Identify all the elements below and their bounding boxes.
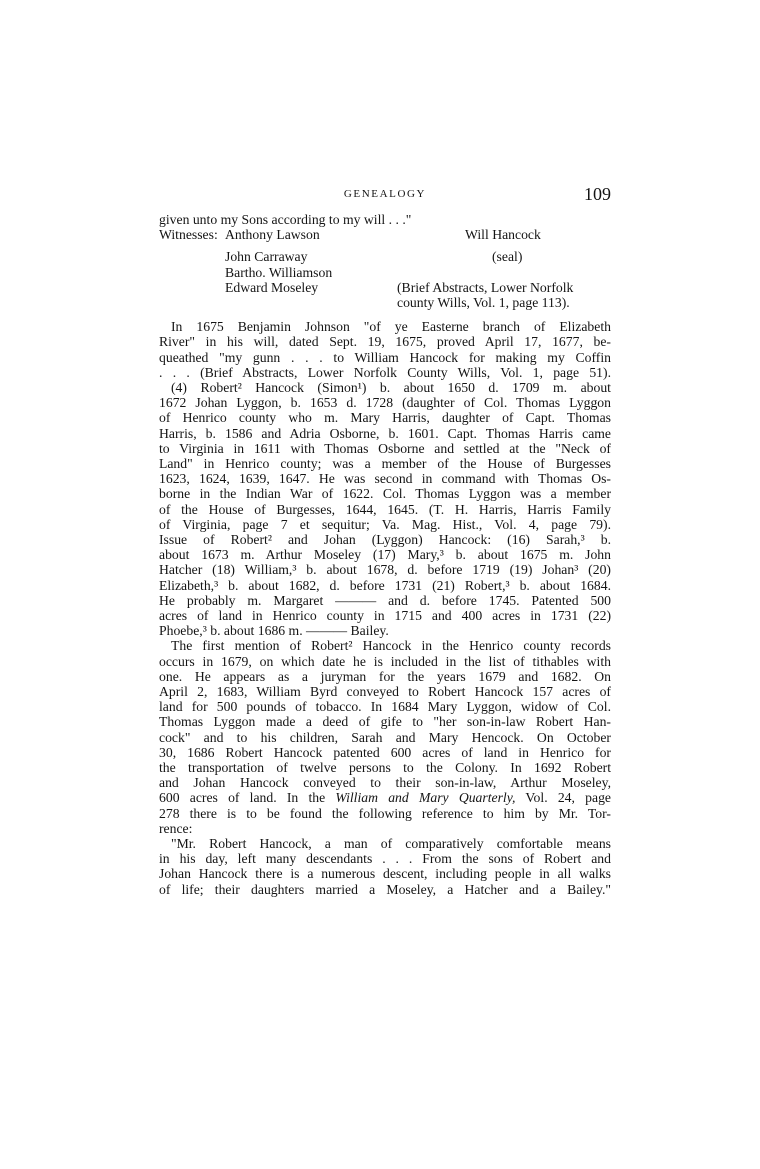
witnesses-label: Witnesses:: [159, 227, 218, 243]
will-line: given unto my Sons according to my will . . .": [159, 212, 412, 227]
text-line: queathed "my gunn . . . to William Hancock for making my Coffin: [159, 349, 611, 365]
witness-name: Edward Moseley: [225, 279, 319, 295]
text-line: April 2, 1683, William Byrd conveyed to Robert Hancock 157 acres of: [159, 684, 611, 700]
witness-name: John Carraway: [225, 249, 308, 265]
will-citation: county Wills, Vol. 1, page 113).: [397, 294, 570, 310]
text-line: of the House of Burgesses, 1644, 1645. (T. H. Harris, Harris Family: [159, 501, 611, 517]
testator-name: Will Hancock: [465, 227, 541, 243]
text-line: Land" in Henrico county; was a member of the House of Burgesses: [159, 455, 611, 471]
seal-mark: (seal): [492, 249, 523, 265]
witness-row-5: [159, 295, 611, 310]
text-line: rence:: [159, 820, 193, 836]
quotation-torrence: [159, 836, 611, 897]
text-line: The first mention of Robert² Hancock in the Henrico county records: [171, 638, 611, 654]
text-line: Hatcher (18) William,³ b. about 1678, d. before 1719 (19) Johan³ (20): [159, 562, 611, 578]
text-line: occurs in 1679, on which date he is included in the list of tithables with: [159, 653, 611, 669]
text-line: He probably m. Margaret ——— and d. before 1745. Patented 500: [159, 592, 611, 608]
text-line: of Virginia, page 7 et sequitur; Va. Mag. Hist., Vol. 4, page 79).: [159, 516, 611, 532]
will-citation: (Brief Abstracts, Lower Norfolk: [397, 279, 574, 295]
quote-line: "Mr. Robert Hancock, a man of comparatively comfortable means: [171, 836, 611, 852]
text-line: acres of land in Henrico county in 1715 and 400 acres in 1731 (22): [159, 608, 611, 623]
text-line: 278 there is to be found the following reference to him by Mr. Tor-: [159, 805, 611, 821]
text-line: land for 500 pounds of tobacco. In 1684 Mary Lyggon, widow of Col.: [159, 699, 611, 715]
will-block: [159, 212, 611, 310]
running-head: GENEALOGY: [343, 188, 427, 200]
text-line: the transportation of twelve persons to the Colony. In 1692 Robert: [159, 760, 611, 776]
paragraph-robert-hancock: [159, 380, 611, 638]
text-line: In 1675 Benjamin Johnson "of ye Easterne branch of Elizabeth: [171, 319, 611, 335]
text-line: 30, 1686 Robert Hancock patented 600 acres of land in Henrico for: [159, 744, 611, 760]
witness-name: Anthony Lawson: [225, 227, 320, 243]
text-line: 1672 Johan Lyggon, b. 1653 d. 1728 (daughter of Col. Thomas Lyggon: [159, 395, 611, 411]
text-line: River" in his will, dated Sept. 19, 1675, proved April 17, 1677, be-: [159, 334, 611, 350]
text-line: Thomas Lyggon made a deed of gife to "her son-in-law Robert Han-: [159, 714, 611, 730]
text-line: Harris, b. 1586 and Adria Osborne, b. 1601. Capt. Thomas Harris came: [159, 425, 611, 441]
text-line: (4) Robert² Hancock (Simon¹) b. about 1650 d. 1709 m. about: [171, 379, 611, 395]
page-header: [159, 186, 611, 212]
text-line: and Johan Hancock conveyed to their son-in-law, Arthur Moseley,: [159, 775, 611, 791]
journal-title: William and Mary Quarterly,: [335, 790, 516, 806]
text-line: [159, 790, 611, 805]
text-line: Elizabeth,³ b. about 1682, d. before 1731 (21) Robert,³ b. about 1684.: [159, 577, 611, 593]
witness-name: Bartho. Williamson: [225, 264, 333, 280]
text-line: one. He appears as a juryman for the years 1679 and 1682. On: [159, 668, 611, 684]
text-line: about 1673 m. Arthur Moseley (17) Mary,³ b. about 1675 m. John: [159, 547, 611, 563]
text-line: of Henrico county who m. Mary Harris, daughter of Capt. Thomas: [159, 410, 611, 426]
witness-row-4: [159, 280, 611, 295]
witness-row-2: [159, 249, 611, 264]
quote-line: Johan Hancock there is a numerous descent, including people in all walks: [159, 866, 611, 882]
text-line: . . . (Brief Abstracts, Lower Norfolk County Wills, Vol. 1, page 51).: [159, 364, 611, 380]
text-line: 1623, 1624, 1639, 1647. He was second in command with Thomas Os-: [159, 471, 611, 487]
page-number: 109: [584, 184, 611, 204]
quote-line: in his day, left many descendants . . . From the sons of Robert and: [159, 851, 611, 867]
witness-row-3: [159, 265, 611, 280]
paragraph-johnson-will: [159, 319, 611, 380]
witness-row-1: [159, 227, 611, 242]
text-segment: 600 acres of land. In the: [159, 790, 336, 806]
text-segment: Vol. 24, page: [515, 790, 611, 806]
document-page: [159, 186, 611, 897]
text-line: Phoebe,³ b. about 1686 m. ——— Bailey.: [159, 623, 389, 639]
paragraph-henrico-records: [159, 638, 611, 836]
text-line: to Virginia in 1611 with Thomas Osborne and settled at the "Neck of: [159, 440, 611, 456]
text-line: cock" and to his children, Sarah and Mary Hencock. On October: [159, 729, 611, 745]
quote-line: of life; their daughters married a Moseley, a Hatcher and a Bailey.": [159, 881, 611, 897]
text-line: borne in the Indian War of 1622. Col. Thomas Lyggon was a member: [159, 486, 611, 502]
text-line: Issue of Robert² and Johan (Lyggon) Hancock: (16) Sarah,³ b.: [159, 531, 611, 547]
